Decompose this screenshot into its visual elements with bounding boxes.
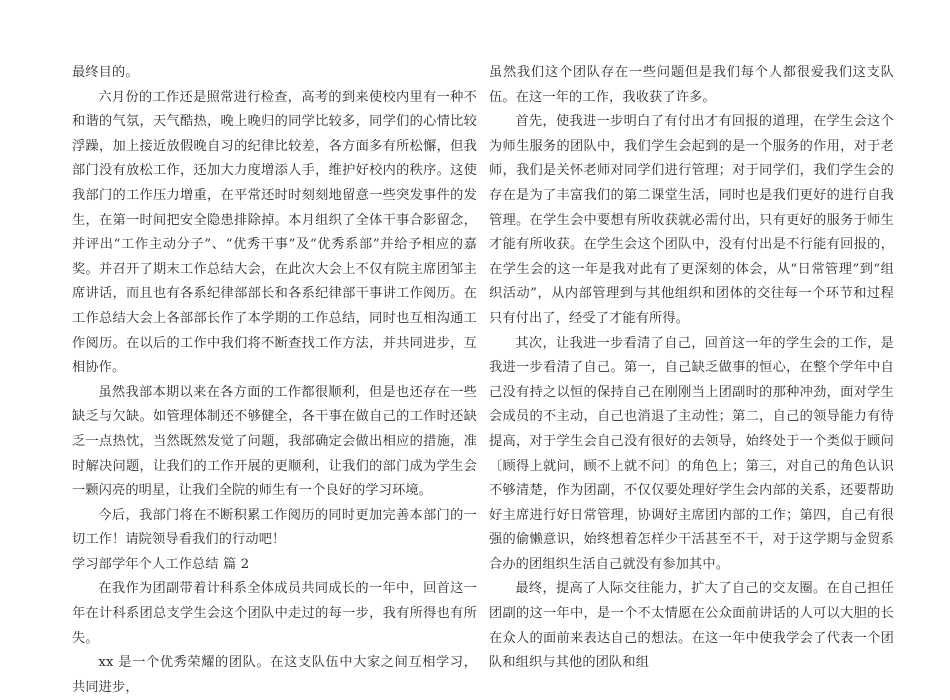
right-column: [489, 61, 894, 676]
paragraph: 六月份的工作还是照常进行检查，高考的到来使校内里有一种不和谐的气氛，天气酷热，晚上晚归的同学比较多，同学们的心情比较浮躁，加上接近放假晚自习的纪律比较差，各方面多有所松懈，但我部门没有放松工作，还加大力度增添人手，维护好校内的秩序。这使我部门的工作压力增重，在平常还时时刻刻地留意一些突发事件的发生，在第一时间把安全隐患排除掉。本月组织了全体干事合影留念，并评出“工作主动分子”、“优秀干事”及“优秀系部”并给予相应的嘉奖。并召开了期末工作总结大会，在此次大会上不仅有院主席团邹主席讲话，而且也有各系纪律部部长和各系纪律部干事讲工作阅历。在工作总结大会上各部部长作了本学期的工作总结，同时也互相沟通工作阅历。在以后的工作中我们将不断查找工作方法，并共同进步，互相协作。: [72, 89, 477, 376]
paragraph: 首先，使我进一步明白了有付出才有回报的道理，在学生会这个为师生服务的团队中，我们学生会起到的是一个服务的作用，对于老师，我们是关怀老师对同学们进行管理；对于同学们，我们学生会的存在是为了丰富我们的第二课堂生活，同时也是我们更好的进行自我管理。在学生会中要想有所收获就必需付出，只有更好的服务于师生才能有所收获。在学生会这个团队中，没有付出是不行能有回报的，在学生会的这一年是我对此有了更深刻的体会，从“日常管理”到“组织活动”，从内部管理到与其他组织和团体的交往每一个环节和过程只有付出了，经受了才能有所得。: [489, 114, 894, 326]
section-title: 学习部学年个人工作总结 篇 2: [72, 556, 250, 572]
paragraph: 虽然我部本期以来在各方面的工作都很顺利，但是也还存在一些缺乏与欠缺。如管理体制还不够健全，各干事在做自己的工作时还缺乏一点热忱，当然既然发觉了问题，我部确定会做出相应的措施，准时解决问题，让我们的工作开展的更顺利，让我们的部门成为学生会一颗闪亮的明星，让我们全院的师生有一个良好的学习环境。: [72, 384, 477, 499]
left-column: [72, 61, 477, 700]
paragraph: 今后，我部门将在不断积累工作阅历的同时更加完善本部门的一切工作！请院领导看我们的行动吧！: [72, 507, 477, 548]
paragraph: 最终目的。: [72, 65, 139, 80]
paragraph: 最终，提高了人际交往能力，扩大了自己的交友圈。在自己担任团副的这一年中，是一个不太情愿在公众面前讲话的人可以大胆的长在众人的面前来表达自己的想法。在这一年中使我学会了代表一个团队和组织与其他的团队和组: [489, 581, 894, 671]
paragraph: 虽然我们这个团队存在一些问题但是我们每个人都很爱我们这支队伍。在这一年的工作，我收获了许多。: [489, 65, 894, 105]
paragraph: 在我作为团副带着计科系全体成员共同成长的一年中，回首这一年在计科系团总支学生会这个团队中走过的每一步，我有所得也有所失。: [72, 581, 477, 646]
paragraph: 其次，让我进一步看清了自己，回首这一年的学生会的工作，是我进一步看清了自己。第一，自己缺乏做事的恒心，在整个学年中自己没有持之以恒的保持自己在刚刚当上团副时的那种冲劲，面对学生会成员的不主动，自己也消退了主动性；第二，自己的领导能力有待提高，对于学生会自己没有很好的去领导，始终处于一个类似于顾问〔顾得上就问，顾不上就不问〕的角色上；第三，对自己的角色认识不够清楚，作为团副，不仅仅要处理好学生会内部的关系，还要帮助好主席进行好日常管理，协调好主席团内部的工作；第四，自己有很强的偷懒意识，始终想着怎样少干活甚至不干，对于这学期与金贸系合办的团组织生活自己就没有参加其中。: [489, 335, 894, 572]
paragraph: xx 是一个优秀荣耀的团队。在这支队伍中大家之间互相学习，共同进步，: [72, 655, 477, 695]
